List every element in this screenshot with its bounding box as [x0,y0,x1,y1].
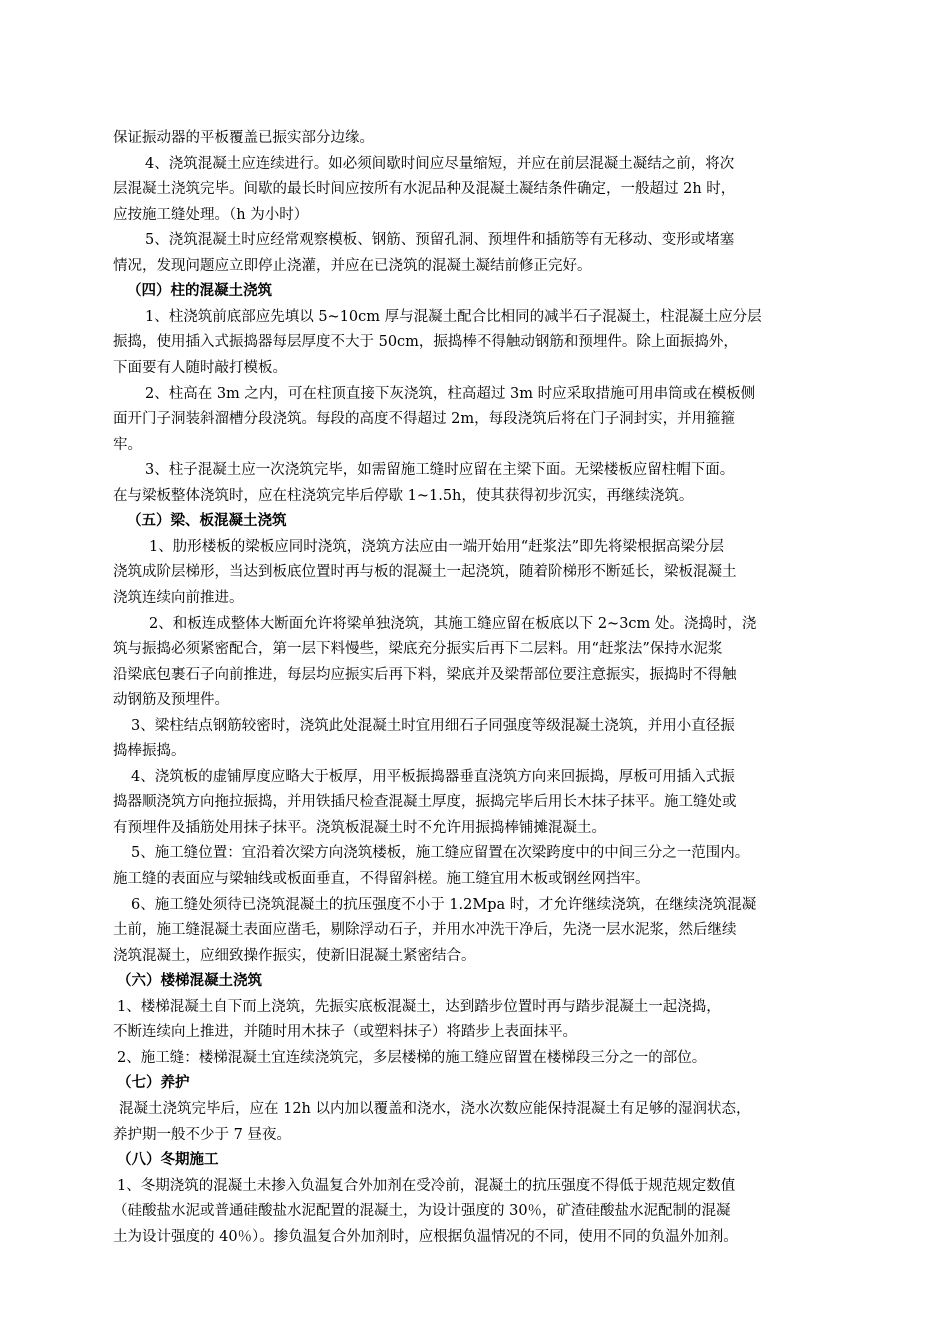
text-line: 振捣，使用插入式振捣器每层厚度不大于 50cm，振捣棒不得触动钢筋和预埋件。除上面振捣外， [113,334,738,351]
text-line: 筑与振捣必须紧密配合，第一层下料慢些，梁底充分振实后再下二层料。用“赶浆法”保持水泥浆 [113,641,723,657]
text-line: 牢。 [113,436,142,453]
text-line: 6、施工缝处须待已浇筑混凝土的抗压强度不小于 1.2Mpa 时，才允许继续浇筑，在继续浇筑混凝 [131,896,757,913]
text-line: 1、肋形楼板的梁板应同时浇筑，浇筑方法应由一端开始用“赶浆法”即先将梁根据高梁分层 [149,538,725,555]
text-line: 捣器顺浇筑方向拖拉振捣，并用铁插尺检查混凝土厚度，振捣完毕后用长木抹子抹平。施工缝处或 [113,794,737,811]
text-line: 沿梁底包裹石子向前推进，每层均应振实后再下料，梁底并及梁帮部位要注意振实，振捣时不得触 [113,666,737,683]
text-line: 混凝土浇筑完毕后，应在 12h 以内加以覆盖和浇水，浇水次数应能保持混凝土有足够的湿润状态， [119,1100,751,1117]
text-line: 2、施工缝：楼梯混凝土宜连续浇筑完，多层楼梯的施工缝应留置在楼梯段三分之一的部位。 [117,1049,707,1066]
section-heading: （六）楼梯混凝土浇筑 [117,972,262,990]
text-line: 土前，施工缝混凝土表面应凿毛，剔除浮动石子，并用水冲洗干净后，先浇一层水泥浆，然后继续 [113,922,737,939]
text-line: 2、和板连成整体大断面允许将梁单独浇筑，其施工缝应留在板底以下 2~3cm 处。浇捣时，浇 [149,615,757,632]
section-heading: （四）柱的混凝土浇筑 [127,282,272,300]
text-line: 浇筑连续向前推进。 [113,589,244,606]
text-line: 1、楼梯混凝土自下而上浇筑，先振实底板混凝土，达到踏步位置时再与踏步混凝土一起浇捣， [117,998,721,1015]
text-line: 4、浇筑混凝土应连续进行。如必须间歇时间应尽量缩短，并应在前层混凝土凝结之前，将次 [145,155,735,172]
text-line: 捣棒振捣。 [113,743,186,760]
text-line: 3、柱子混凝土应一次浇筑完毕，如需留施工缝时应留在主梁下面。无梁楼板应留柱帽下面。 [145,462,735,479]
text-line: 2、柱高在 3m 之内，可在柱顶直接下灰浇筑，柱高超过 3m 时应采取措施可用串筒或在模板侧 [145,385,756,402]
text-line: 4、浇筑板的虚铺厚度应略大于板厚，用平板振捣器垂直浇筑方向来回振捣，厚板可用插入式振 [131,768,735,785]
text-line: 施工缝的表面应与梁轴线或板面垂直，不得留斜槎。施工缝宜用木板或钢丝网挡牢。 [113,871,650,887]
text-line: 5、浇筑混凝土时应经常观察模板、钢筋、预留孔洞、预埋件和插筋等有无移动、变形或堵塞 [145,232,735,249]
text-line: 情况，发现问题应立即停止浇灌，并应在已浇筑的混凝土凝结前修正完好。 [113,257,592,274]
text-line: 应按施工缝处理。（h 为小时） [113,206,309,223]
text-line: 养护期一般不少于 7 昼夜。 [113,1126,291,1143]
text-line: 在与梁板整体浇筑时，应在柱浇筑完毕后停歇 1~1.5h，使其获得初步沉实，再继续浇筑。 [113,487,694,504]
text-line: 3、梁柱结点钢筋较密时，浇筑此处混凝土时宜用细石子同强度等级混凝土浇筑，并用小直径振 [131,717,735,734]
text-line: 1、柱浇筑前底部应先填以 5~10cm 厚与混凝土配合比相同的减半石子混凝土，柱混凝土应分层 [145,308,762,325]
text-line: 不断连续向上推进，并随时用木抹子（或塑料抹子）将踏步上表面抹平。 [113,1024,577,1041]
text-line: 有预埋件及插筋处用抹子抹平。浇筑板混凝土时不允许用振捣棒铺摊混凝土。 [113,819,606,836]
text-line: 面开门子洞装斜溜槽分段浇筑。每段的高度不得超过 2m，每段浇筑后将在门子洞封实，并用箍箍 [113,411,736,428]
text-line: 土为设计强度的 40％）。掺负温复合外加剂时，应根据负温情况的不同，使用不同的负温外加剂。 [113,1228,738,1245]
section-heading: （五）梁、板混凝土浇筑 [127,512,287,530]
text-line: 层混凝土浇筑完毕。间歇的最长时间应按所有水泥品种及混凝土凝结条件确定，一般超过 2h 时， [113,181,736,198]
section-heading: （八）冬期施工 [117,1151,219,1168]
section-heading: （七）养护 [117,1074,190,1092]
text-line: 5、施工缝位置：宜沿着次梁方向浇筑楼板，施工缝应留置在次梁跨度中的中间三分之一范围内。 [131,845,750,862]
text-line: 下面要有人随时敲打模板。 [113,360,287,376]
text-line: 动钢筋及预埋件。 [113,692,229,709]
text-line: 保证振动器的平板覆盖已振实部分边缘。 [113,130,374,146]
text-line: （硅酸盐水泥或普通硅酸盐水泥配置的混凝土，为设计强度的 30％，矿渣硅酸盐水泥配制的混凝 [113,1203,731,1220]
text-line: 1、冬期浇筑的混凝土未掺入负温复合外加剂在受冷前，混凝土的抗压强度不得低于规范规定数值 [117,1177,736,1194]
text-line: 浇筑成阶层梯形，当达到板底位置时再与板的混凝土一起浇筑，随着阶梯形不断延长，梁板混凝土 [113,564,737,581]
text-line: 浇筑混凝土，应细致操作振实，使新旧混凝土紧密结合。 [113,947,476,964]
